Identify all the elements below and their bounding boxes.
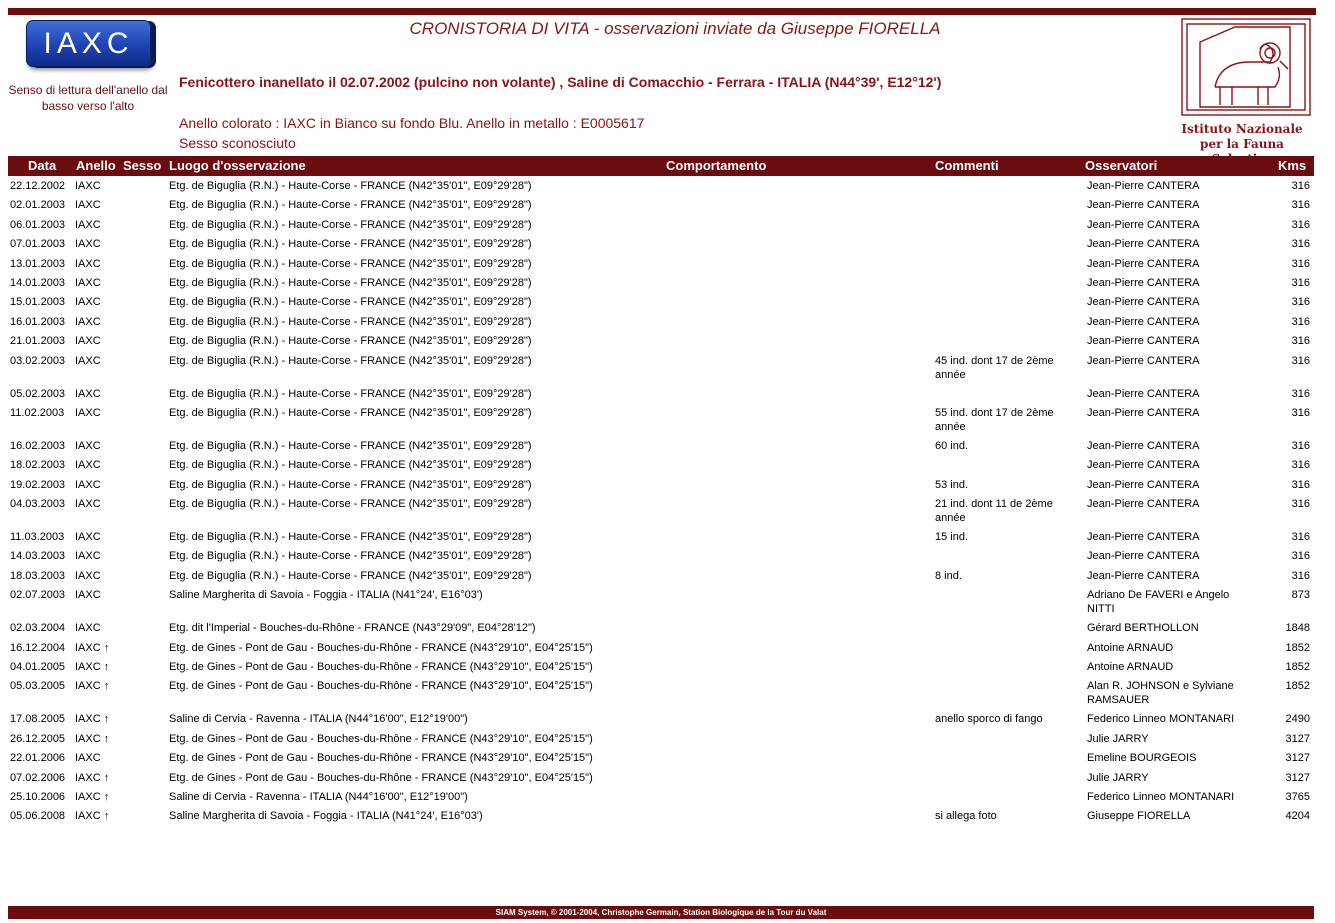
- observer-name: Jean-Pierre CANTERA: [1087, 276, 1200, 289]
- observer-name: Jean-Pierre CANTERA: [1087, 498, 1200, 511]
- distance-km: 316: [1291, 335, 1310, 348]
- observer-name: Jean-Pierre CANTERA: [1087, 257, 1200, 270]
- observation-location: Etg. de Biguglia (R.N.) - Haute-Corse - FRANCE (N42°35'01", E09°29'28"): [169, 498, 532, 511]
- observer-name: Jean-Pierre CANTERA: [1087, 569, 1200, 582]
- table-row: [0, 807, 1335, 826]
- ibex-logo-icon: [1180, 17, 1312, 117]
- institute-name: Istituto Nazionale per la Fauna: [1181, 122, 1303, 151]
- ring-code: IAXC ↑: [75, 713, 110, 726]
- table-row: [0, 476, 1335, 495]
- col-kms: Kms: [1278, 158, 1307, 173]
- distance-km: 316: [1291, 180, 1310, 192]
- table-row: [0, 639, 1335, 658]
- distance-km: 2490: [1285, 713, 1310, 726]
- observation-date: 03.02.2003: [10, 354, 66, 367]
- table-row: [0, 404, 1335, 437]
- observation-comment: 21 ind. dont 11 de 2ème année: [935, 498, 1053, 525]
- ring-code: IAXC: [75, 531, 101, 544]
- observation-location: Etg. de Biguglia (R.N.) - Haute-Corse - FRANCE (N42°35'01", E09°29'28"): [169, 459, 532, 472]
- observation-location: Etg. de Gines - Pont de Gau - Bouches-du-Rhône - FRANCE (N43°29'10", E04°25'15"): [169, 661, 593, 674]
- col-date: Data: [28, 158, 57, 173]
- table-row: [0, 730, 1335, 749]
- ring-code: IAXC: [75, 752, 101, 765]
- distance-km: 1852: [1285, 641, 1310, 654]
- observation-date: 11.02.2003: [10, 406, 65, 419]
- observation-location: Saline di Cervia - Ravenna - ITALIA (N44°16'00", E12°19'00"): [169, 713, 468, 726]
- distance-km: 1848: [1285, 622, 1310, 635]
- sex-info: Sesso sconosciuto: [179, 135, 296, 151]
- observer-name: Jean-Pierre CANTERA: [1087, 439, 1200, 452]
- distance-km: 3765: [1285, 790, 1310, 803]
- ring-code: IAXC: [75, 439, 101, 452]
- observation-location: Etg. dit l'Imperial - Bouches-du-Rhône - FRANCE (N43°29'09", E04°28'12"): [169, 622, 536, 635]
- ringing-info: Fenicottero inanellato il 02.07.2002 (pulcino non volante) , Saline di Comacchio - Ferrara - ITALIA (N44°39', E12°12'): [179, 74, 942, 90]
- observation-location: Saline di Cervia - Ravenna - ITALIA (N44°16'00", E12°19'00"): [169, 790, 468, 803]
- observations-table: [0, 177, 1335, 827]
- observer-name: Jean-Pierre CANTERA: [1087, 459, 1200, 472]
- table-row: [0, 456, 1335, 475]
- table-row: [0, 495, 1335, 528]
- table-row: [0, 293, 1335, 312]
- ring-code: IAXC ↑: [75, 732, 110, 745]
- table-row: [0, 749, 1335, 768]
- observation-date: 02.07.2003: [10, 589, 66, 602]
- observer-name: Federico Linneo MONTANARI: [1087, 713, 1235, 726]
- observation-location: Etg. de Biguglia (R.N.) - Haute-Corse - FRANCE (N42°35'01", E09°29'28"): [169, 315, 532, 328]
- table-row: [0, 769, 1335, 788]
- observation-date: 05.03.2005: [10, 680, 66, 693]
- observation-date: 11.03.2003: [10, 531, 65, 544]
- col-sex: Sesso: [123, 158, 162, 173]
- observer-name: Jean-Pierre CANTERA: [1087, 478, 1200, 491]
- ring-logo: IAXC: [26, 20, 151, 67]
- ring-code: IAXC ↑: [75, 790, 110, 803]
- observation-location: Etg. de Biguglia (R.N.) - Haute-Corse - FRANCE (N42°35'01", E09°29'28"): [169, 569, 532, 582]
- observation-location: Etg. de Biguglia (R.N.) - Haute-Corse - FRANCE (N42°35'01", E09°29'28"): [169, 335, 532, 348]
- observation-date: 25.10.2006: [10, 790, 66, 803]
- observer-name: Emeline BOURGEOIS: [1087, 752, 1197, 765]
- observer-name: Julie JARRY: [1087, 771, 1149, 784]
- observer-name: Julie JARRY: [1087, 732, 1149, 745]
- observer-name: Antoine ARNAUD: [1087, 641, 1174, 654]
- observer-name: Giuseppe FIORELLA: [1087, 810, 1191, 823]
- distance-km: 1852: [1285, 680, 1310, 693]
- observation-date: 04.03.2003: [10, 498, 66, 511]
- distance-km: 316: [1291, 238, 1310, 251]
- distance-km: 316: [1291, 531, 1310, 544]
- col-behaviour: Comportamento: [666, 158, 767, 173]
- observation-location: Etg. de Biguglia (R.N.) - Haute-Corse - FRANCE (N42°35'01", E09°29'28"): [169, 218, 532, 231]
- observation-location: Etg. de Biguglia (R.N.) - Haute-Corse - FRANCE (N42°35'01", E09°29'28"): [169, 406, 532, 419]
- observation-location: Saline Margherita di Savoia - Foggia - ITALIA (N41°24', E16°03'): [169, 810, 483, 823]
- observation-comment: 15 ind.: [935, 531, 969, 544]
- observation-date: 05.02.2003: [10, 387, 66, 400]
- distance-km: 3127: [1285, 771, 1310, 784]
- observation-location: Etg. de Biguglia (R.N.) - Haute-Corse - FRANCE (N42°35'01", E09°29'28"): [169, 276, 532, 289]
- page-title: CRONISTORIA DI VITA - osservazioni inviate da Giuseppe FIORELLA: [409, 19, 941, 38]
- distance-km: 4204: [1285, 810, 1310, 823]
- observation-location: Etg. de Biguglia (R.N.) - Haute-Corse - FRANCE (N42°35'01", E09°29'28"): [169, 550, 532, 563]
- observer-name: Antoine ARNAUD: [1087, 661, 1174, 674]
- observation-location: Etg. de Gines - Pont de Gau - Bouches-du-Rhône - FRANCE (N43°29'10", E04°25'15"): [169, 732, 593, 745]
- col-ring: Anello: [76, 158, 116, 173]
- observation-location: Etg. de Biguglia (R.N.) - Haute-Corse - FRANCE (N42°35'01", E09°29'28"): [169, 238, 532, 251]
- observation-location: Saline Margherita di Savoia - Foggia - ITALIA (N41°24', E16°03'): [169, 589, 483, 602]
- observer-name: Jean-Pierre CANTERA: [1087, 315, 1200, 328]
- observation-date: 22.12.2002: [10, 180, 66, 192]
- distance-km: 316: [1291, 257, 1310, 270]
- ring-code: IAXC: [75, 276, 101, 289]
- observer-name: Jean-Pierre CANTERA: [1087, 550, 1200, 563]
- observation-location: Etg. de Biguglia (R.N.) - Haute-Corse - FRANCE (N42°35'01", E09°29'28"): [169, 354, 532, 367]
- table-row: [0, 788, 1335, 807]
- observer-name: Jean-Pierre CANTERA: [1087, 354, 1200, 367]
- table-row: [0, 332, 1335, 351]
- ring-code: IAXC: [75, 180, 101, 192]
- observation-date: 06.01.2003: [10, 218, 66, 231]
- observer-name: Jean-Pierre CANTERA: [1087, 180, 1200, 192]
- observation-date: 16.01.2003: [10, 315, 66, 328]
- observer-name: Federico Linneo MONTANARI: [1087, 790, 1235, 803]
- footer: SIAM System, © 2001-2004, Christophe Germain, Station Biologique de la Tour du Valat: [8, 906, 1314, 919]
- distance-km: 316: [1291, 478, 1310, 491]
- observation-date: 16.12.2004: [10, 641, 66, 654]
- distance-km: 3127: [1285, 732, 1310, 745]
- observation-date: 02.01.2003: [10, 199, 66, 212]
- ring-code: IAXC ↑: [75, 680, 110, 693]
- observer-name: Adriano De FAVERI e Angelo NITTI: [1087, 589, 1230, 616]
- ring-code: IAXC ↑: [75, 810, 110, 823]
- observation-comment: 8 ind.: [935, 569, 962, 582]
- observation-date: 15.01.2003: [10, 296, 66, 309]
- table-row: [0, 196, 1335, 215]
- ring-info: Anello colorato : IAXC in Bianco su fondo Blu. Anello in metallo : E0005617: [179, 115, 645, 131]
- observation-location: Etg. de Biguglia (R.N.) - Haute-Corse - FRANCE (N42°35'01", E09°29'28"): [169, 439, 532, 452]
- observation-comment: 53 ind.: [935, 478, 969, 491]
- distance-km: 316: [1291, 498, 1310, 511]
- table-row: [0, 586, 1335, 619]
- table-row: [0, 235, 1335, 254]
- observer-name: Jean-Pierre CANTERA: [1087, 199, 1200, 212]
- ring-code: IAXC: [75, 569, 101, 582]
- col-observers: Osservatori: [1085, 158, 1158, 173]
- distance-km: 316: [1291, 439, 1310, 452]
- observation-date: 14.03.2003: [10, 550, 66, 563]
- observation-location: Etg. de Biguglia (R.N.) - Haute-Corse - FRANCE (N42°35'01", E09°29'28"): [169, 478, 532, 491]
- observation-date: 26.12.2005: [10, 732, 66, 745]
- observer-name: Jean-Pierre CANTERA: [1087, 387, 1200, 400]
- observation-location: Etg. de Gines - Pont de Gau - Bouches-du-Rhône - FRANCE (N43°29'10", E04°25'15"): [169, 680, 593, 693]
- distance-km: 316: [1291, 387, 1310, 400]
- table-row: [0, 567, 1335, 586]
- distance-km: 1852: [1285, 661, 1310, 674]
- ring-code: IAXC: [75, 354, 101, 367]
- observation-date: 14.01.2003: [10, 276, 66, 289]
- observation-date: 18.03.2003: [10, 569, 66, 582]
- ring-code: IAXC: [75, 335, 101, 348]
- observer-name: Jean-Pierre CANTERA: [1087, 218, 1200, 231]
- table-row: [0, 619, 1335, 638]
- observation-location: Etg. de Biguglia (R.N.) - Haute-Corse - FRANCE (N42°35'01", E09°29'28"): [169, 296, 532, 309]
- table-row: [0, 352, 1335, 385]
- observation-location: Etg. de Biguglia (R.N.) - Haute-Corse - FRANCE (N42°35'01", E09°29'28"): [169, 180, 532, 192]
- observation-date: 07.02.2006: [10, 771, 66, 784]
- ring-code: IAXC: [75, 622, 101, 635]
- observation-location: Etg. de Biguglia (R.N.) - Haute-Corse - FRANCE (N42°35'01", E09°29'28"): [169, 257, 532, 270]
- table-row: [0, 547, 1335, 566]
- observer-name: Jean-Pierre CANTERA: [1087, 238, 1200, 251]
- observation-date: 18.02.2003: [10, 459, 66, 472]
- table-row: [0, 528, 1335, 547]
- ring-code: IAXC: [75, 218, 101, 231]
- observation-date: 05.06.2008: [10, 810, 66, 823]
- observation-comment: 60 ind.: [935, 439, 969, 452]
- observation-comment: si allega foto: [935, 810, 997, 823]
- table-row: [0, 710, 1335, 729]
- ring-code: IAXC: [75, 296, 101, 309]
- distance-km: 316: [1291, 354, 1310, 367]
- observation-date: 07.01.2003: [10, 238, 66, 251]
- observer-name: Jean-Pierre CANTERA: [1087, 406, 1200, 419]
- reading-direction-note: Senso di lettura dell'anello dal basso verso l'alto: [8, 83, 168, 113]
- ring-code: IAXC: [75, 478, 101, 491]
- observation-date: 02.03.2004: [10, 622, 66, 635]
- ring-code: IAXC ↑: [75, 771, 110, 784]
- distance-km: 316: [1291, 276, 1310, 289]
- ring-code: IAXC ↑: [75, 641, 110, 654]
- observation-location: Etg. de Gines - Pont de Gau - Bouches-du-Rhône - FRANCE (N43°29'10", E04°25'15"): [169, 641, 593, 654]
- observation-location: Etg. de Gines - Pont de Gau - Bouches-du-Rhône - FRANCE (N43°29'10", E04°25'15"): [169, 771, 593, 784]
- table-row: [0, 274, 1335, 293]
- distance-km: 316: [1291, 315, 1310, 328]
- observation-date: 04.01.2005: [10, 661, 66, 674]
- observation-date: 21.01.2003: [10, 335, 66, 348]
- observation-date: 19.02.2003: [10, 478, 66, 491]
- distance-km: 316: [1291, 569, 1310, 582]
- table-row: [0, 177, 1335, 196]
- distance-km: 316: [1291, 199, 1310, 212]
- table-row: [0, 437, 1335, 456]
- observer-name: Jean-Pierre CANTERA: [1087, 531, 1200, 544]
- col-comments: Commenti: [935, 158, 999, 173]
- table-row: [0, 658, 1335, 677]
- table-row: [0, 677, 1335, 710]
- table-row: [0, 313, 1335, 332]
- ring-code: IAXC: [75, 238, 101, 251]
- observer-name: Jean-Pierre CANTERA: [1087, 296, 1200, 309]
- table-row: [0, 385, 1335, 404]
- col-location: Luogo d'osservazione: [169, 158, 306, 173]
- observer-name: Jean-Pierre CANTERA: [1087, 335, 1200, 348]
- top-bar: [8, 8, 1316, 15]
- observation-comment: anello sporco di fango: [935, 713, 1043, 726]
- table-row: [0, 216, 1335, 235]
- distance-km: 3127: [1285, 752, 1310, 765]
- distance-km: 316: [1291, 218, 1310, 231]
- observation-location: Etg. de Biguglia (R.N.) - Haute-Corse - FRANCE (N42°35'01", E09°29'28"): [169, 387, 532, 400]
- ring-code: IAXC: [75, 199, 101, 212]
- ring-code: IAXC: [75, 459, 101, 472]
- observation-comment: 45 ind. dont 17 de 2ème année: [935, 354, 1054, 381]
- distance-km: 873: [1291, 589, 1310, 602]
- observation-location: Etg. de Biguglia (R.N.) - Haute-Corse - FRANCE (N42°35'01", E09°29'28"): [169, 199, 532, 212]
- distance-km: 316: [1291, 550, 1310, 563]
- observation-date: 13.01.2003: [10, 257, 66, 270]
- distance-km: 316: [1291, 296, 1310, 309]
- ring-code: IAXC: [75, 589, 101, 602]
- ring-code: IAXC: [75, 387, 101, 400]
- table-header: [8, 156, 1314, 176]
- distance-km: 316: [1291, 406, 1310, 419]
- table-row: [0, 255, 1335, 274]
- observation-location: Etg. de Biguglia (R.N.) - Haute-Corse - FRANCE (N42°35'01", E09°29'28"): [169, 531, 532, 544]
- observation-date: 17.08.2005: [10, 713, 66, 726]
- observation-location: Etg. de Gines - Pont de Gau - Bouches-du-Rhône - FRANCE (N43°29'10", E04°25'15"): [169, 752, 593, 765]
- ring-code: IAXC ↑: [75, 661, 110, 674]
- observation-comment: 55 ind. dont 17 de 2ème année: [935, 406, 1054, 433]
- ring-code: IAXC: [75, 257, 101, 270]
- ring-code: IAXC: [75, 315, 101, 328]
- ring-code: IAXC: [75, 406, 101, 419]
- ring-code: IAXC: [75, 498, 101, 511]
- distance-km: 316: [1291, 459, 1310, 472]
- observer-name: Gérard BERTHOLLON: [1087, 622, 1199, 635]
- observer-name: Alan R. JOHNSON e Sylviane RAMSAUER: [1087, 680, 1234, 707]
- observation-date: 16.02.2003: [10, 439, 66, 452]
- ring-code: IAXC: [75, 550, 101, 563]
- observation-date: 22.01.2006: [10, 752, 66, 765]
